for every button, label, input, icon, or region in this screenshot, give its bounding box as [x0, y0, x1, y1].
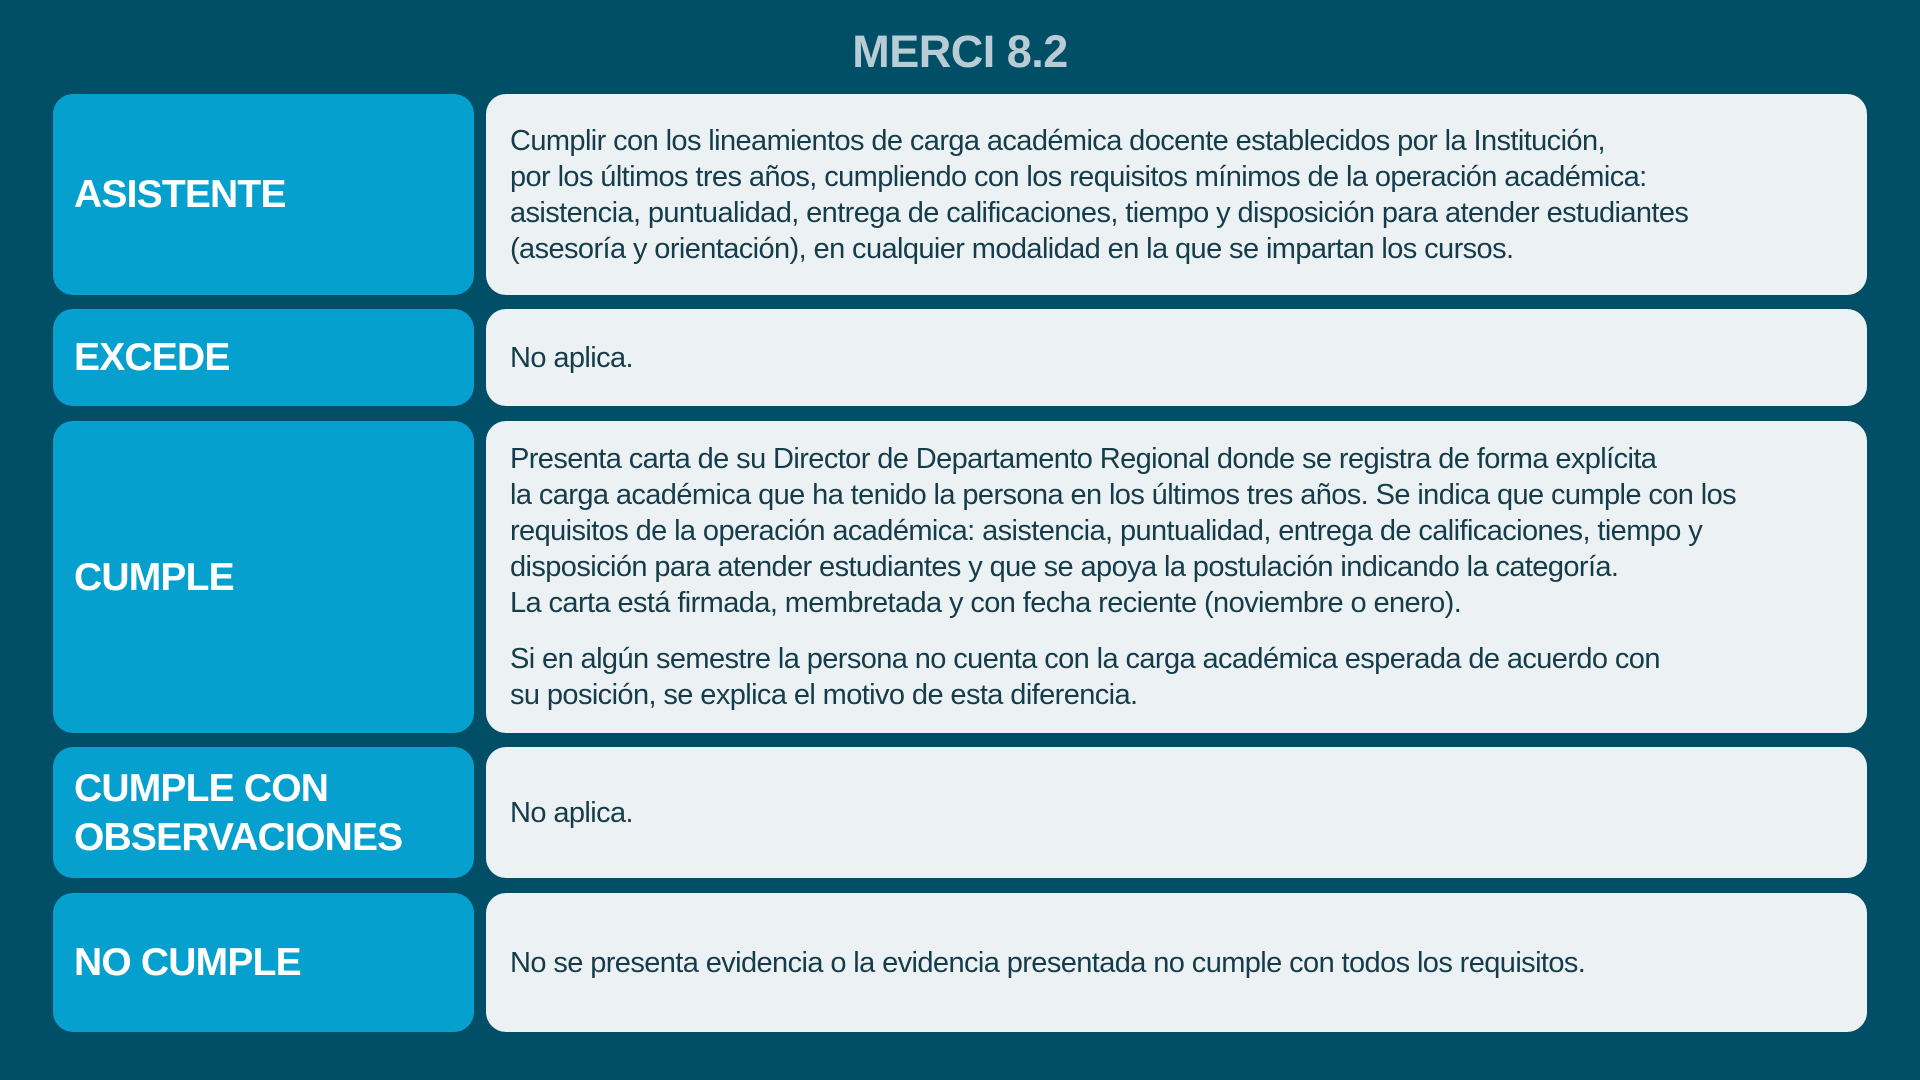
page-title: MERCI 8.2	[852, 26, 1068, 77]
level-label-box	[53, 893, 474, 1032]
level-description-box	[486, 421, 1867, 733]
rubric-row-cumple-con-observaciones	[53, 747, 1867, 878]
level-description-box	[486, 309, 1867, 406]
level-label: ASISTENTE	[74, 173, 286, 216]
rubric-row-asistente	[53, 94, 1867, 295]
rubric-row-cumple	[53, 421, 1867, 733]
level-label: CUMPLE CON OBSERVACIONES	[74, 766, 403, 859]
level-label-box	[53, 94, 474, 295]
level-description: No se presenta evidencia o la evidencia presentada no cumple con todos los requisitos.	[510, 946, 1586, 979]
level-description-note: Si en algún semestre la persona no cuenta con la carga académica esperada de acuerdo con su posición, se explica el motivo de esta diferencia.	[510, 643, 1660, 711]
level-description: Cumplir con los lineamientos de carga académica docente establecidos por la Institución, por los últimos tres años, cumpliendo con los requisitos mínimos de la operación académica: asistencia, puntualidad, entrega de calificaciones, tiempo y disposición para atender estudiantes (asesoría y orientación), en cualquier modalidad en la que se impartan los cursos.	[510, 124, 1689, 265]
level-label-box	[53, 747, 474, 878]
level-description-box	[486, 893, 1867, 1032]
rubric-row-no-cumple	[53, 893, 1867, 1032]
level-description: Presenta carta de su Director de Departamento Regional donde se registra de forma explícita la carga académica que ha tenido la persona en los últimos tres años. Se indica que cumple con los requisitos de la operación académica: asistencia, puntualidad, entrega de calificaciones, tiempo y disposición para atender estudiantes y que se apoya la postulación indicando la categoría. La carta está firmada, membretada y con fecha reciente (noviembre o enero).	[510, 443, 1737, 619]
level-description-box	[486, 747, 1867, 878]
level-description-box	[486, 94, 1867, 295]
level-description: No aplica.	[510, 796, 633, 829]
level-description: No aplica.	[510, 341, 633, 374]
level-label-box	[53, 421, 474, 733]
rubric-row-excede	[53, 309, 1867, 406]
level-label: CUMPLE	[74, 555, 234, 599]
level-label: EXCEDE	[74, 336, 230, 379]
level-label: NO CUMPLE	[74, 941, 301, 984]
level-label-box	[53, 309, 474, 406]
